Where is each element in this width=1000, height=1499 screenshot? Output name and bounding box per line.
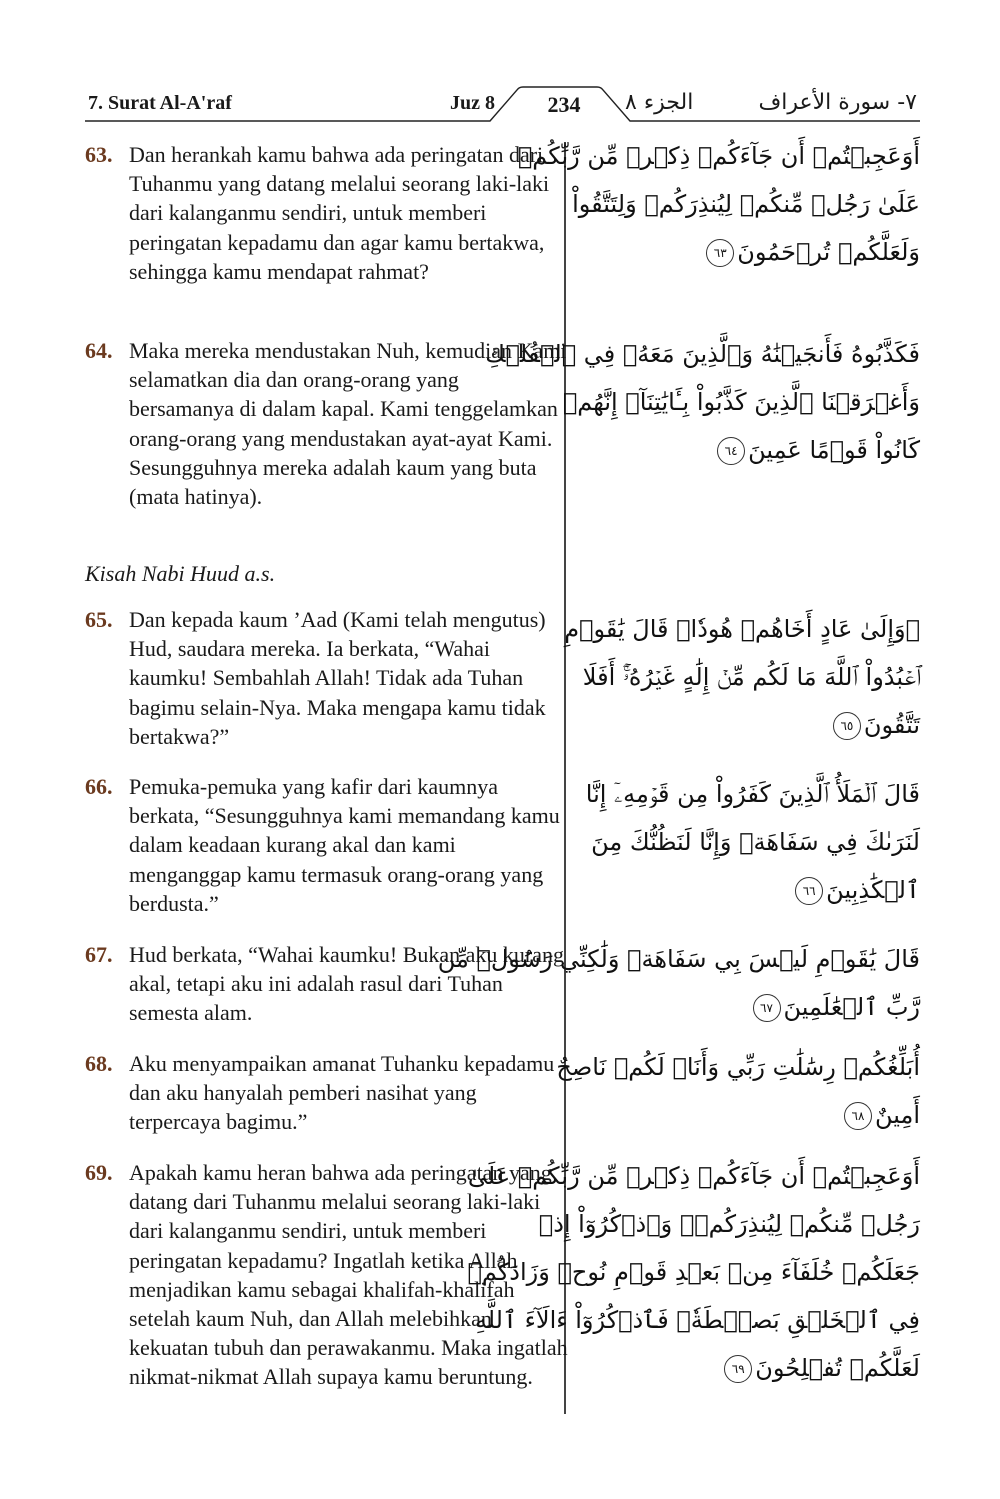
ayah-marker-icon: ٦٦	[795, 877, 823, 905]
verse-number: 68.	[85, 1051, 113, 1076]
arabic-line: فِي ٱلۡخَلۡقِ بَصۜۡطَةٗۖ فَٱذۡكُرُوٓاْ ءَالَآءَ ٱللَّهِ	[474, 1306, 920, 1334]
arabic-line: قَالَ يَٰقَوۡمِ لَيۡسَ بِي سَفَاهَةٞ وَلَٰكِنِّي رَسُولٞ مِّن	[437, 945, 920, 973]
verse-64-arabic	[485, 330, 920, 474]
ayah-marker-icon: ٦٧	[753, 994, 781, 1022]
arabic-line: أُبَلِّغُكُمۡ رِسَٰلَٰتِ رَبِّي وَأَنَا۠ لَكُمۡ نَاصِحٌ	[556, 1053, 920, 1081]
verse-number: 67.	[85, 942, 113, 967]
surah-title-latin: 7. Surat Al-A'raf	[88, 92, 232, 114]
verse-number: 64.	[85, 338, 113, 363]
verse-number: 63.	[85, 142, 113, 167]
verse-text: Pemuka-pemuka yang kafir dari kaumnya berkata, “Sesungguhnya kami memandang kamu dalam keadaan kurang akal dan kami menganggap kamu termasuk orang-orang yang berdusta.”	[129, 774, 560, 916]
surah-title-arabic: ٧- سورة الأعراف	[758, 90, 917, 115]
ayah-marker-icon: ٦٩	[724, 1355, 752, 1383]
verse-text: Apakah kamu heran bahwa ada peringatan yang datang dari Tuhanmu melalui seorang laki-laki dari kalanganmu sendiri, untuk memberi peringatan kepadamu? Ingatlah ketika Allah menjadikan kamu sebagai khalifah-khalifah setelah kaum Nuh, dan Allah melebihkan kekuatan tubuh dan perawakanmu. Maka ingatlah nikmat-nikmat Allah supaya kamu beruntung.	[129, 1160, 568, 1390]
ayah-marker-icon: ٦٥	[833, 712, 861, 740]
arabic-line: جَعَلَكُمۡ خُلَفَآءَ مِنۢ بَعۡدِ قَوۡمِ نُوحٖ وَزَادَكُمۡ	[467, 1258, 920, 1286]
arabic-line: أَوَعَجِبۡتُمۡ أَن جَآءَكُمۡ ذِكۡرٞ مِّن رَّبِّكُمۡ	[517, 142, 920, 170]
verse-65-arabic	[564, 605, 920, 749]
arabic-line: وَأَغۡرَقۡنَا ٱلَّذِينَ كَذَّبُواْ بِـَٔايَٰتِنَآۚ إِنَّهُمۡ	[562, 388, 920, 416]
verse-text: Dan herankah kamu bahwa ada peringatan dari Tuhanmu yang datang melalui seorang laki-laki dari kalanganmu sendiri, untuk memberi peringatan kepadamu dan agar kamu bertakwa, sehingga kamu mendapat rahmat?	[129, 142, 550, 284]
verse-68-arabic	[556, 1043, 920, 1139]
ayah-marker-icon: ٦٤	[717, 437, 745, 465]
arabic-line: فَكَذَّبُوهُ فَأَنجَيۡنَٰهُ وَٱلَّذِينَ مَعَهُۥ فِي ٱلۡفُلۡكِ	[485, 340, 920, 368]
arabic-line: أَوَعَجِبۡتُمۡ أَن جَآءَكُمۡ ذِكۡرٞ مِّن رَّبِّكُمۡ عَلَىٰ	[467, 1162, 920, 1190]
arabic-line: لَنَرَىٰكَ فِي سَفَاهَةٖ وَإِنَّا لَنَظُنُّكَ مِنَ	[591, 828, 920, 856]
juz-label-latin: Juz 8	[450, 92, 495, 114]
verse-text: Aku menyampaikan amanat Tuhanku kepadamu dan aku hanyalah pemberi nasihat yang terpercaya bagimu.”	[129, 1051, 555, 1135]
arabic-line: أَمِينٌ	[874, 1101, 920, 1129]
ayah-marker-icon: ٦٨	[844, 1102, 872, 1130]
verse-number: 66.	[85, 774, 113, 799]
arabic-line: قَالَ ٱلۡمَلَأُ ٱلَّذِينَ كَفَرُواْ مِن قَوۡمِهِۦٓ إِنَّا	[585, 780, 920, 808]
arabic-line: كَانُواْ قَوۡمًا عَمِينَ	[748, 436, 920, 464]
arabic-line: رَجُلٖ مِّنكُمۡ لِيُنذِرَكُمۡۚ وَٱذۡكُرُوٓاْ إِذۡ	[538, 1210, 920, 1238]
arabic-line: ٱلۡكَٰذِبِينَ	[826, 876, 920, 904]
verse-text: Maka mereka mendustakan Nuh, kemudian Kami selamatkan dia dan orang-orang yang bersamanya di dalam kapal. Kami tenggelamkan orang-orang yang mendustakan ayat-ayat Kami. Sesungguhnya mereka adalah kaum yang buta (mata hatinya).	[129, 338, 567, 510]
arabic-line: رَّبِّ ٱلۡعَٰلَمِينَ	[783, 993, 920, 1021]
arabic-line: ۞وَإِلَىٰ عَادٍ أَخَاهُمۡ هُودٗاۚ قَالَ يَٰقَوۡمِ	[564, 615, 920, 643]
section-title: Kisah Nabi Huud a.s.	[85, 561, 276, 586]
ayah-marker-icon: ٦٣	[706, 239, 734, 267]
arabic-line: لَعَلَّكُمۡ تُفۡلِحُونَ	[755, 1354, 920, 1382]
page-number: 234	[547, 92, 581, 117]
verse-text: Dan kepada kaum ’Aad (Kami telah mengutus) Hud, saudara mereka. Ia berkata, “Wahai kaumku! Sembahlah Allah! Tidak ada Tuhan bagimu selain-Nya. Maka mengapa kamu tidak bertakwa?”	[129, 607, 546, 749]
juz-label-arabic: الجزء ٨	[625, 90, 694, 115]
arabic-line: وَلَعَلَّكُمۡ تُرۡحَمُونَ	[737, 238, 920, 266]
verse-number: 69.	[85, 1160, 113, 1185]
verse-text: Hud berkata, “Wahai kaumku! Bukan aku kurang akal, tetapi aku ini adalah rasul dari Tuhan semesta alam.	[129, 942, 565, 1026]
verse-63-arabic	[517, 132, 920, 276]
verse-66-arabic	[585, 770, 920, 914]
arabic-line: ٱعۡبُدُواْ ٱللَّهَ مَا لَكُم مِّنۡ إِلَٰهٍ غَيۡرُهُۥٓۚ أَفَلَا	[582, 663, 920, 691]
verse-69-arabic	[467, 1152, 920, 1392]
arabic-line: عَلَىٰ رَجُلٖ مِّنكُمۡ لِيُنذِرَكُمۡ وَلِتَتَّقُواْ	[572, 190, 920, 218]
verse-67-arabic	[437, 935, 920, 1031]
verse-number: 65.	[85, 607, 113, 632]
page-header	[85, 80, 920, 125]
arabic-line: تَتَّقُونَ	[863, 711, 920, 739]
